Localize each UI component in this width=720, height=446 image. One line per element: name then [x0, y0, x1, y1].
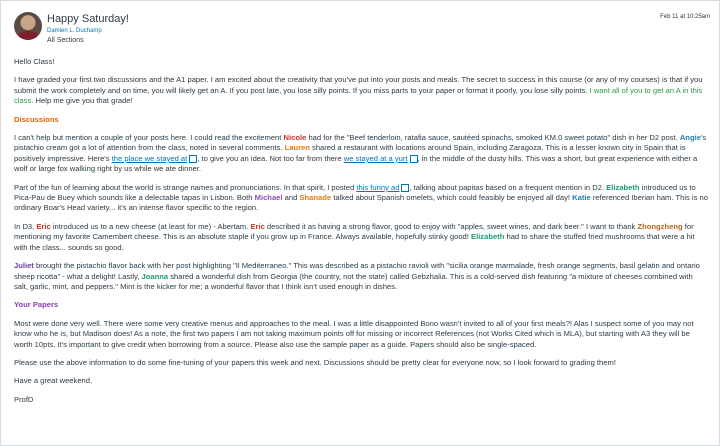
- papers-paragraph-2: Please use the above information to do some fine-tuning of your papers this week and next. Discussions should be pretty clear for everyone now, so I look forward to grading them!: [14, 357, 616, 367]
- yurt-link[interactable]: we stayed at a yurt: [343, 153, 408, 163]
- external-link-icon: [401, 184, 409, 192]
- discussion-paragraph-4: Juliet brought the pistachio flavor back with her post highlighting "Il Mediterraneo." This was described as a pistachio ravioli with "sicilia orange marmalade, fresh orange segments, basil gelatin and ontario sheep ricotta" - what a delight! Lastly, Joanna shared a wonderful dish from Georgia (the country, not the state) called Gebzhalia. This is a cold-served dish featuring "a mixture of cheeses combined with salt, garlic, mint, and peppers." Mint is the kicker for me; a wonderful flavor that I think isn't used enough in dishes.: [14, 261, 700, 291]
- discussion-paragraph-2: Part of the fun of learning about the world is strange names and pronunciations. In that spirit, I posted this funny ad , talking about papitas based on a frequent mention in D2. Elizabeth introduced us to Pica-Pau de Buey which sounds like a delectable tapas in Lisbon. Both Michael and Shanade talked about Spanish omelets, which could feasibly be enjoyed all day! Katie referenced Iberian ham. This is no ordinary Boar's Head variety... it's an intense flavor specific to the region.: [14, 182, 708, 213]
- discussions-heading: Discussions: [14, 114, 59, 124]
- greeting: Hello Class!: [14, 57, 55, 66]
- external-link-icon: [189, 155, 197, 163]
- announcement-title: Happy Saturday!: [47, 13, 129, 25]
- announcement-header: [14, 12, 710, 48]
- intro-paragraph: I have graded your first two discussions and the A1 paper. I am excited about the creativity that you've put into your posts and meals. The secret to success in this course (or any of my courses) is that if you submit the work completely and on time, you will likely get an A. If you post late, you lose silly points. If you miss parts to your paper or format it poorly, you lose silly points. I want all of you to get an A in this class. Help me give you that grade!: [14, 75, 703, 106]
- papers-heading: Your Papers: [14, 300, 59, 310]
- place-link[interactable]: the place we stayed at: [111, 153, 188, 163]
- avatar[interactable]: [14, 12, 42, 40]
- post-date: Feb 11 at 10:25am: [660, 14, 710, 20]
- signature: ProfD: [14, 394, 34, 404]
- author-link[interactable]: Damien L. Duchamp: [47, 28, 102, 34]
- discussion-paragraph-3: In D3, Eric introduced us to a new cheese (at least for me) - Abertam. Eric described it as having a strong flavor, good to enjoy with "apples, sweet wines, and dark beer." I want to thank Zhongzheng for mentioning my favorite Camembert cheese. This is an absolute staple if you grow up in France. Always available, hopefully stinky good! Elizabeth had to share the stuffed fried mushrooms that were a hit with the class... sounds so good.: [14, 221, 695, 252]
- external-link-icon: [410, 155, 418, 163]
- sections-label: All Sections: [47, 37, 84, 44]
- papers-paragraph-1: Most were done very well. There were some very creative menus and approaches to the meal. I was a little disappointed Bono wasn't invited to all of your first meals?! Alas I suspect some of you may not know who he is, but Madison does! As a note, the first two papers I am not taking maximum points off for missing or incorrect References (not Works Cited which is MLA), but starting with A3 they will be worth 10pts. It's important to give credit when borrowing from a source. Please also use the sample paper as a guide. Papers should also be single-spaced.: [14, 318, 694, 349]
- announcement-body: [14, 57, 708, 413]
- funny-ad-link[interactable]: this funny ad: [356, 182, 400, 192]
- closing: Have a great weekend,: [14, 376, 93, 386]
- discussion-paragraph-1: I can't help but mention a couple of your posts here. I could read the excitement Nicole had for the "Beef tenderloin, ratafia sauce, sautéed spinachs, smoked KM.0 sweet potato" dish in her D2 post. Angie's pistachio cream got a lot of attention from the class, noted in several comments. Lauren shared a restaurant with locations around Spain, including Zaragoza. This is a lesser known city in Spain that is positively impressive. Here's the place we stayed at , to give you an idea. Not too far from there we stayed at a yurt , in the middle of the dusty hills. This was a short, but great experience with either a wolf or large fox walking right by us while we ate dinner.: [14, 133, 707, 174]
